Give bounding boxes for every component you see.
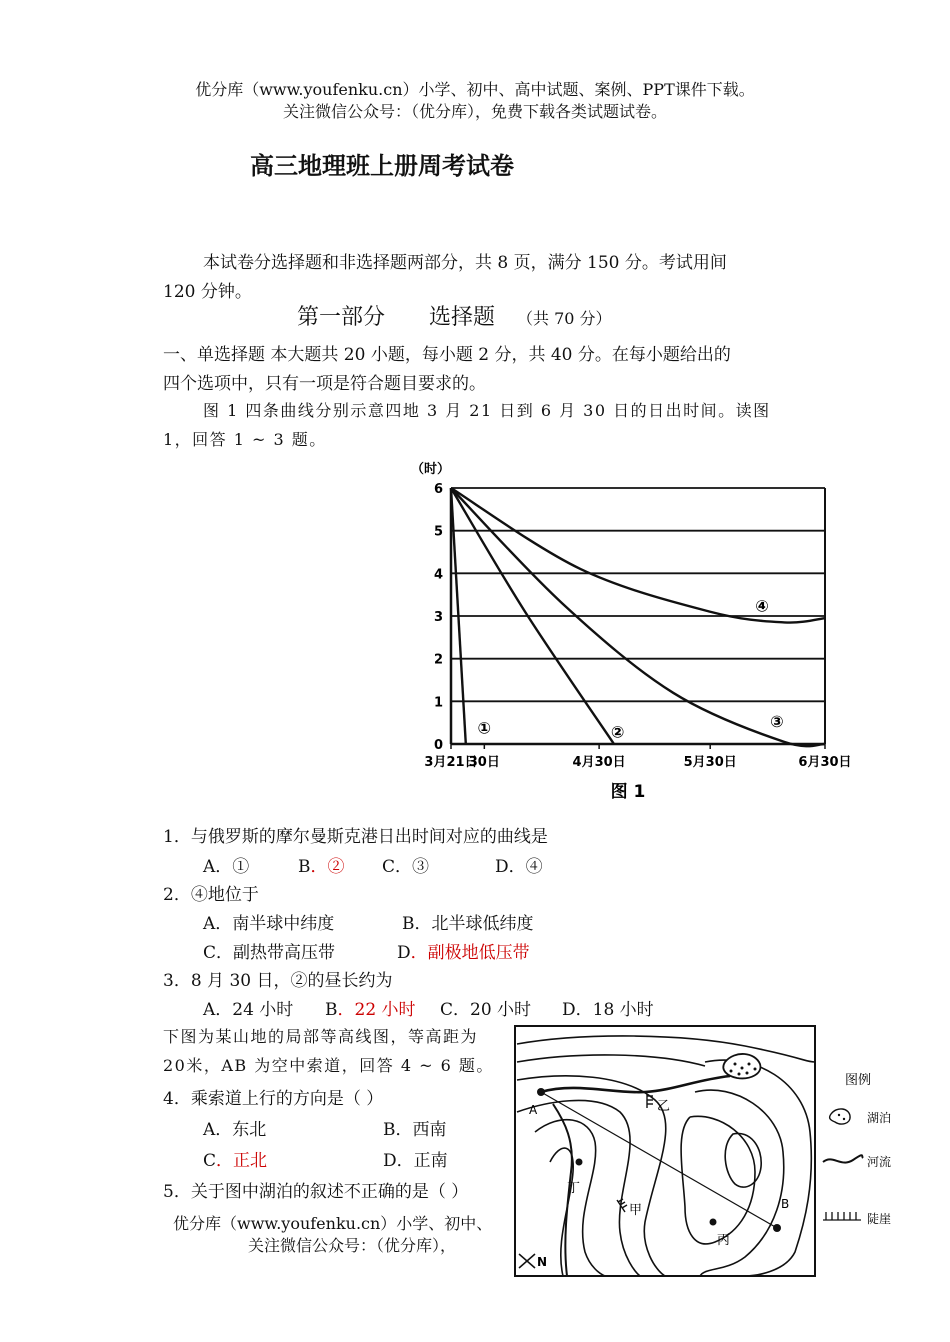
legend-cliff-label: 陡崖 — [867, 1212, 892, 1226]
point-b — [773, 1224, 781, 1232]
label-jia: 甲 — [629, 1203, 643, 1218]
chart-series — [451, 488, 825, 746]
section-heading — [297, 300, 612, 331]
label-ding: 丁 — [567, 1181, 581, 1196]
q3-stem: 3．8 月 30 日，②的昼长约为 — [163, 971, 393, 991]
chart-series-label-2: ② — [610, 722, 625, 742]
legend-cliff-icon — [823, 1212, 861, 1220]
legend-lake-icon — [830, 1109, 850, 1124]
chart-x-tick-label: 30日 — [468, 755, 500, 770]
q4-option-a[interactable]: A．东北 — [203, 1120, 267, 1140]
chart-series-label-4: ④ — [755, 596, 769, 616]
q2-option-d-text: ．副极地低压带 — [410, 943, 530, 963]
label-b: B — [781, 1197, 790, 1211]
chart-y-label: （时） — [411, 462, 451, 477]
map-frame — [515, 1026, 815, 1276]
footer-line-2: 关注微信公众号：（优分库）， — [248, 1236, 457, 1255]
point-a — [537, 1088, 545, 1096]
chart-x-tick-label: 3月21日 — [424, 755, 478, 770]
map-intro-line-1: 下图为某山地的局部等高线图，等高距为 — [163, 1027, 479, 1046]
chart-y-tick-label: 6 — [433, 482, 443, 497]
q2-option-a[interactable]: A．南半球中纬度 — [203, 914, 335, 934]
q1-option-d[interactable]: D．④ — [495, 857, 543, 877]
chart-x-tick-label: 4月30日 — [572, 755, 626, 770]
sunrise-chart — [370, 455, 880, 815]
q5-stem: 5．关于图中湖泊的叙述不正确的是（ ） — [163, 1182, 469, 1202]
chart-x-tick-label: 5月30日 — [683, 755, 737, 770]
q3-option-c[interactable]: C．20 小时 — [440, 1000, 532, 1020]
q3-options — [203, 995, 654, 1020]
q4-options-row-2 — [203, 1146, 448, 1171]
legend-title: 图例 — [845, 1073, 872, 1088]
legend-lake-label: 湖泊 — [867, 1111, 892, 1125]
q4-option-b[interactable]: B．西南 — [383, 1120, 447, 1140]
chart-y-tick-label: 2 — [433, 652, 443, 668]
north-label: N — [537, 1255, 548, 1269]
legend-river-icon — [823, 1155, 863, 1162]
q1-option-b-text: ．② — [310, 857, 345, 877]
q2-option-d[interactable] — [397, 938, 530, 963]
chart-title: 图 1 — [610, 782, 646, 802]
map-intro-line-2: 20米，AB 为空中索道，回答 4 ~ 6 题。 — [163, 1056, 494, 1075]
label-yi: 乙 — [657, 1099, 671, 1114]
fig1-intro-line-2: 1，回答 1 ~ 3 题。 — [163, 430, 327, 449]
fig1-intro-line-1: 图 1 四条曲线分别示意四地 3 月 21 日到 6 月 30 日的日出时间。读图 — [203, 401, 771, 420]
q1-option-b-letter: B — [298, 857, 311, 877]
q2-stem: 2．④地位于 — [163, 885, 259, 905]
chart-y-tick-label: 1 — [433, 695, 443, 711]
q2-option-b[interactable]: B．北半球低纬度 — [402, 914, 534, 934]
q3-option-b-text: ．22 小时 — [337, 1000, 416, 1020]
chart-y-tick-label: 3 — [433, 610, 443, 625]
lake-shape — [723, 1054, 760, 1078]
q1-stem: 1．与俄罗斯的摩尔曼斯克港日出时间对应的曲线是 — [163, 827, 548, 847]
point-bing — [710, 1219, 717, 1226]
q3-option-b-letter: B — [325, 1000, 338, 1020]
q4-options-row-1 — [203, 1115, 447, 1140]
q2-option-d-letter: D — [397, 943, 411, 963]
legend-river-label: 河流 — [867, 1155, 892, 1169]
instructions-line-1: 一、单选择题 本大题共 20 小题，每小题 2 分，共 40 分。在每小题给出的 — [163, 345, 731, 365]
q4-option-d[interactable]: D．正南 — [383, 1151, 448, 1171]
chart-x-ticks — [424, 755, 851, 770]
q4-option-c-letter: C — [203, 1151, 217, 1171]
chart-series-label-1: ① — [477, 718, 492, 738]
q3-option-d[interactable]: D．18 小时 — [562, 1000, 654, 1020]
q1-options — [203, 852, 543, 877]
header-line-2: 关注微信公众号：（优分库），免费下载各类试题试卷。 — [282, 102, 667, 121]
header-line-1: 优分库（www.youfenku.cn）小学、初中、高中试题、案例、PPT课件下载。 — [195, 80, 755, 99]
q1-option-b[interactable] — [298, 852, 382, 877]
point-ding — [576, 1159, 583, 1166]
q2-options-row-2 — [203, 938, 530, 963]
section-name: 第一部分 选择题 — [297, 305, 496, 330]
q2-options-row-1 — [203, 909, 534, 934]
chart-series-label-3: ③ — [770, 711, 784, 731]
chart-x-tick-label: 6月30日 — [798, 755, 852, 770]
intro-line-1: 本试卷分选择题和非选择题两部分，共 8 页，满分 150 分。考试用间 — [203, 253, 727, 273]
instructions-line-2: 四个选项中，只有一项是符合题目要求的。 — [163, 374, 486, 394]
q2-option-c[interactable]: C．副热带高压带 — [203, 943, 336, 963]
q1-option-c[interactable]: C．③ — [382, 857, 430, 877]
q4-stem: 4．乘索道上行的方向是（ ） — [163, 1089, 384, 1109]
section-points: （共 70 分） — [517, 309, 612, 328]
q4-option-c-text: ．正北 — [216, 1151, 268, 1171]
label-a: A — [529, 1103, 538, 1117]
page-title: 高三地理班上册周考试卷 — [250, 152, 514, 180]
chart-series-line-4 — [451, 488, 825, 623]
contour-map — [505, 1022, 905, 1282]
chart-y-tick-label: 0 — [433, 738, 443, 753]
chart-y-tick-label: 5 — [433, 524, 443, 540]
chart-y-tick-label: 4 — [433, 567, 443, 583]
label-bing: 丙 — [717, 1233, 731, 1248]
intro-line-2: 120 分钟。 — [163, 282, 252, 302]
q3-option-b[interactable] — [325, 995, 440, 1020]
q3-option-a[interactable]: A．24 小时 — [203, 1000, 294, 1020]
chart-y-ticks — [434, 482, 443, 753]
q1-option-a[interactable]: A．① — [203, 857, 250, 877]
footer-line-1: 优分库（www.youfenku.cn）小学、初中、 — [173, 1214, 493, 1233]
q4-option-c[interactable] — [203, 1146, 383, 1171]
chart-grid — [451, 488, 825, 749]
